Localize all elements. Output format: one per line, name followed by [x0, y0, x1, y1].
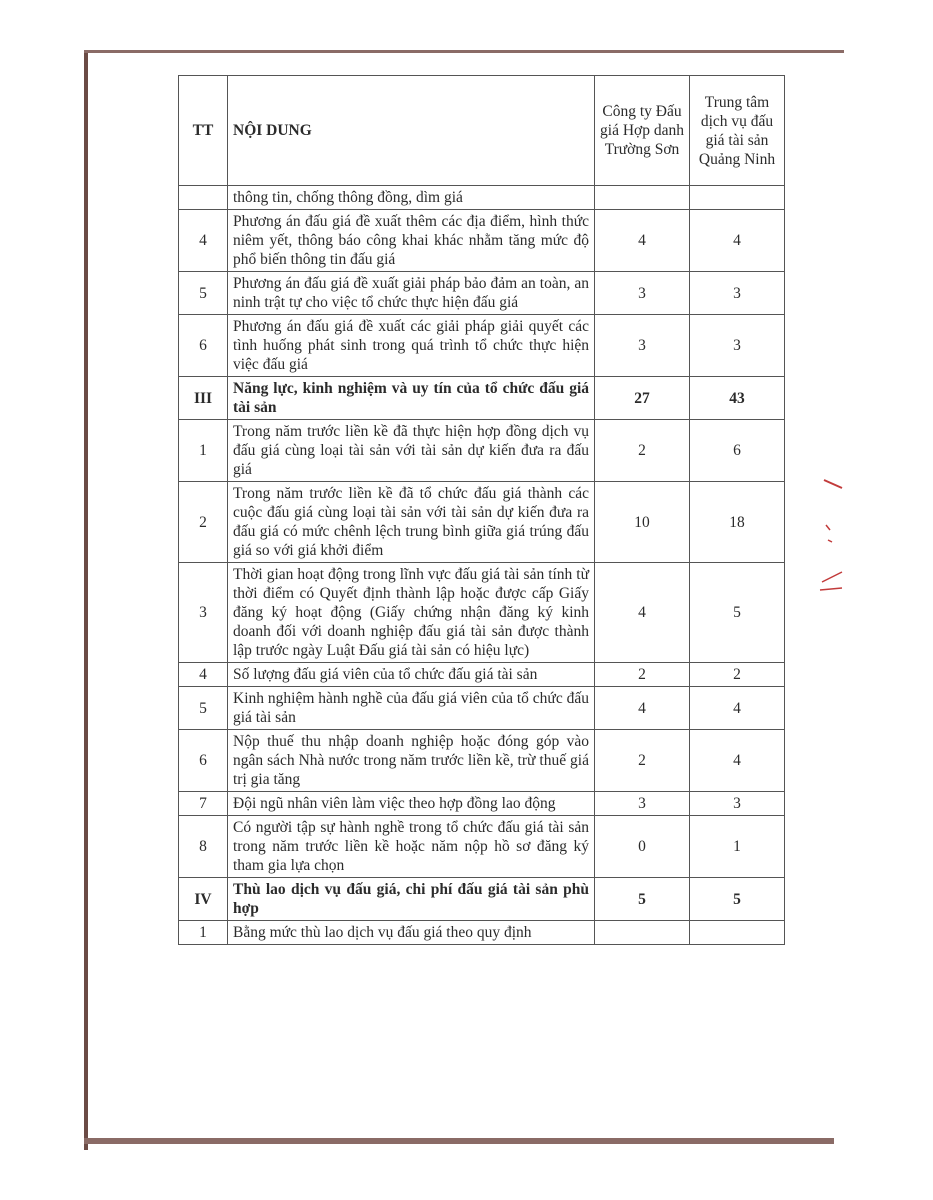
section-number: III: [179, 377, 228, 420]
header-content: NỘI DUNG: [228, 76, 595, 186]
section-number: IV: [179, 878, 228, 921]
row-content: Bằng mức thù lao dịch vụ đấu giá theo quy định: [228, 921, 595, 945]
row-score-a: 2: [595, 663, 690, 687]
row-number: 5: [179, 687, 228, 730]
row-number: 6: [179, 730, 228, 792]
table-row: [179, 730, 785, 792]
row-number: 4: [179, 210, 228, 272]
row-content: Nộp thuế thu nhập doanh nghiệp hoặc đóng góp vào ngân sách Nhà nước trong năm trước liền kề, trừ thuế giá trị gia tăng: [228, 730, 595, 792]
section-title: Năng lực, kinh nghiệm và uy tín của tổ chức đấu giá tài sản: [228, 377, 595, 420]
row-score-b: 5: [690, 563, 785, 663]
row-score-b: 18: [690, 482, 785, 563]
section-title: Thù lao dịch vụ đấu giá, chi phí đấu giá tài sản phù hợp: [228, 878, 595, 921]
section-total-b: 5: [690, 878, 785, 921]
row-score-a: 10: [595, 482, 690, 563]
row-score-a: 2: [595, 420, 690, 482]
row-score-a: [595, 186, 690, 210]
row-number: 3: [179, 563, 228, 663]
table-row: [179, 663, 785, 687]
section-row: [179, 878, 785, 921]
table-row: [179, 272, 785, 315]
table-row: [179, 186, 785, 210]
scan-border-left: [84, 50, 88, 1150]
scan-border-top: [84, 50, 844, 53]
row-content: Trong năm trước liền kề đã thực hiện hợp đồng dịch vụ đấu giá cùng loại tài sản với tài sản dự kiến đưa ra đấu giá: [228, 420, 595, 482]
section-total-a: 5: [595, 878, 690, 921]
section-total-a: 27: [595, 377, 690, 420]
table-row: [179, 563, 785, 663]
section-row: [179, 377, 785, 420]
row-content: Thời gian hoạt động trong lĩnh vực đấu giá tài sản tính từ thời điểm có Quyết định thành lập hoặc được cấp Giấy đăng ký hoạt động (Giấy chứng nhận đăng ký kinh doanh đối với doanh nghiệp đấu giá tài sản được thành lập trước ngày Luật Đấu giá tài sản có hiệu lực): [228, 563, 595, 663]
row-content: Trong năm trước liền kề đã tổ chức đấu giá thành các cuộc đấu giá cùng loại tài sản với tài sản dự kiến đưa ra đấu giá có mức chênh lệch trung bình giữa giá trúng đấu giá so với giá khởi điểm: [228, 482, 595, 563]
table-row: [179, 420, 785, 482]
row-score-b: 4: [690, 210, 785, 272]
row-score-a: 0: [595, 816, 690, 878]
section-total-b: 43: [690, 377, 785, 420]
table-row: [179, 792, 785, 816]
row-content: Kinh nghiệm hành nghề của đấu giá viên của tổ chức đấu giá tài sản: [228, 687, 595, 730]
table-row: [179, 315, 785, 377]
row-score-b: [690, 921, 785, 945]
table-row: [179, 687, 785, 730]
row-score-b: 3: [690, 315, 785, 377]
row-score-a: 4: [595, 210, 690, 272]
row-score-a: 2: [595, 730, 690, 792]
row-score-b: 3: [690, 792, 785, 816]
row-score-a: 3: [595, 315, 690, 377]
stamp-fragment-mark: [816, 470, 844, 610]
row-number: 2: [179, 482, 228, 563]
scan-border-bottom: [84, 1138, 834, 1144]
row-score-b: 2: [690, 663, 785, 687]
row-content: Phương án đấu giá đề xuất các giải pháp giải quyết các tình huống phát sinh trong quá trình tổ chức thực hiện việc đấu giá: [228, 315, 595, 377]
evaluation-table: [178, 75, 785, 945]
table-row: [179, 921, 785, 945]
table-row: [179, 482, 785, 563]
row-score-b: 1: [690, 816, 785, 878]
row-content: thông tin, chống thông đồng, dìm giá: [228, 186, 595, 210]
row-score-a: 3: [595, 272, 690, 315]
row-score-b: 4: [690, 730, 785, 792]
row-score-b: 4: [690, 687, 785, 730]
row-content: Có người tập sự hành nghề trong tổ chức đấu giá tài sản trong năm trước liền kề hoặc năm nộp hồ sơ đăng ký tham gia lựa chọn: [228, 816, 595, 878]
row-number: 8: [179, 816, 228, 878]
row-score-b: 6: [690, 420, 785, 482]
row-score-a: 4: [595, 563, 690, 663]
row-content: Đội ngũ nhân viên làm việc theo hợp đồng lao động: [228, 792, 595, 816]
row-number: 1: [179, 921, 228, 945]
row-number: 5: [179, 272, 228, 315]
row-number: [179, 186, 228, 210]
table-row: [179, 816, 785, 878]
row-number: 7: [179, 792, 228, 816]
row-score-a: 3: [595, 792, 690, 816]
row-score-b: 3: [690, 272, 785, 315]
table-row: [179, 210, 785, 272]
row-number: 6: [179, 315, 228, 377]
row-score-a: [595, 921, 690, 945]
row-number: 4: [179, 663, 228, 687]
row-content: Số lượng đấu giá viên của tổ chức đấu giá tài sản: [228, 663, 595, 687]
table-header-row: [179, 76, 785, 186]
row-content: Phương án đấu giá đề xuất giải pháp bảo đảm an toàn, an ninh trật tự cho việc tổ chức thực hiện đấu giá: [228, 272, 595, 315]
row-score-b: [690, 186, 785, 210]
row-content: Phương án đấu giá đề xuất thêm các địa điểm, hình thức niêm yết, thông báo công khai khác nhằm tăng mức độ phổ biến thông tin đấu giá: [228, 210, 595, 272]
row-number: 1: [179, 420, 228, 482]
header-company-b: Trung tâm dịch vụ đấu giá tài sản Quảng Ninh: [690, 76, 785, 186]
header-company-a: Công ty Đấu giá Hợp danh Trường Sơn: [595, 76, 690, 186]
header-tt: TT: [179, 76, 228, 186]
row-score-a: 4: [595, 687, 690, 730]
